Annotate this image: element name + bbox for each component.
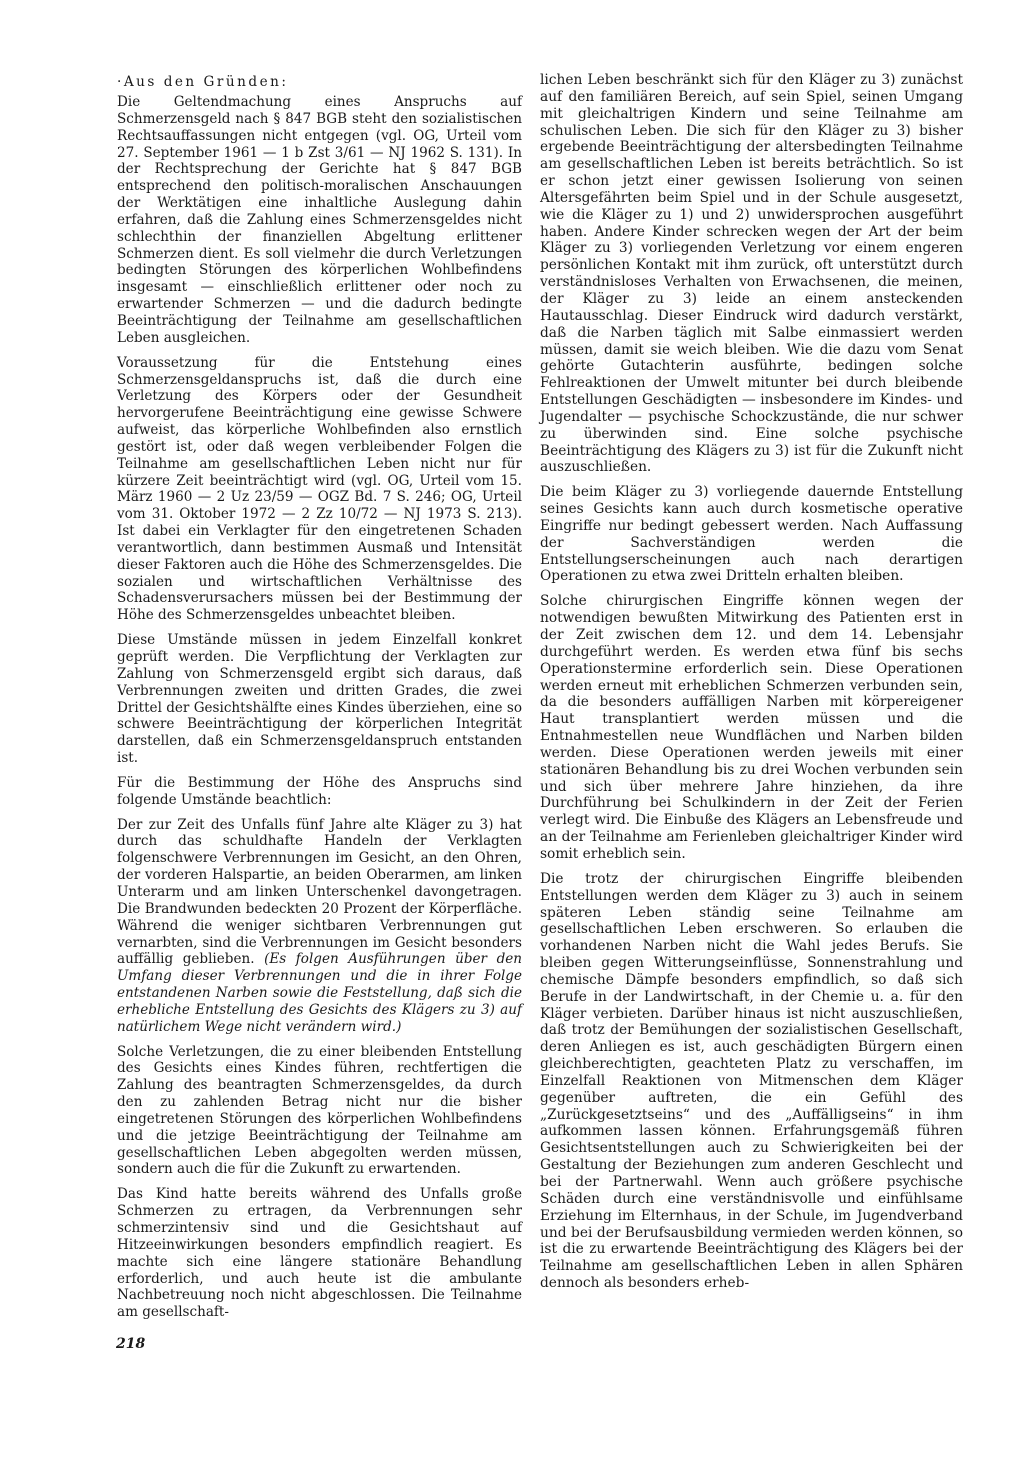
section-heading: ·Aus den Gründen: xyxy=(117,74,289,90)
paragraph: Für die Bestimmung der Höhe des Anspruchs sind folgende Umstände beachtlich: xyxy=(117,774,522,808)
paragraph: Die Geltendmachung eines Anspruchs auf Schmerzensgeld nach § 847 BGB steht den sozialistischen Rechtsauffassungen nicht entgegen (vgl. OG, Urteil vom 27. September 1961 — 1 b Zst 3/61 — NJ 1962 S. 131). In der Rechtsprechung der Gerichte hat § 847 BGB entsprechend den politisch-moralischen Anschauungen der Werktätigen eine inhaltliche Auslegung dahin erfahren, daß die Zahlung eines Schmerzensgeldes nicht schlechthin der finanziellen Abgeltung erlittener Schmerzen dient. Es soll vielmehr die durch Verletzungen bedingten Störungen des körperlichen Wohlbefindens insgesamt — einschließlich erlittener oder noch zu erwartender Schmerzen — und die dadurch bedingte Beeinträchtigung der Teilnahme am gesellschaftlichen Leben ausgleichen. xyxy=(117,94,522,346)
page-number: 218 xyxy=(116,1336,146,1352)
left-column xyxy=(117,72,522,1329)
paragraph: Die beim Kläger zu 3) vorliegende dauernde Entstellung seines Gesichts kann auch durch kosmetische operative Eingriffe nur bedingt gebessert werden. Nach Auffassung der Sachverständigen werden die Entstellungserscheinungen auch nach derartigen Operationen zu etwa zwei Dritteln erhalten bleiben. xyxy=(540,484,963,585)
right-column xyxy=(540,72,963,1300)
paragraph xyxy=(117,817,522,1036)
italic-note: (Es folgen Ausführungen über den Umfang dieser Verbrennungen und die in ihrer Folge entstandenen Narben sowie die Feststellung, daß sich die erhebliche Entstellung des Gesichts des Klägers zu 3) auf natürlichem Wege nicht verändern wird.) xyxy=(117,951,522,1035)
paragraph: Solche chirurgischen Eingriffe können wegen der notwendigen bewußten Mitwirkung des Patienten erst in der Zeit zwischen dem 12. und dem 14. Lebensjahr durchgeführt werden. Es werden etwa fünf bis sechs Operationstermine erforderlich sein. Diese Operationen werden erneut mit erheblichen Schmerzen verbunden sein, da die besonders auffälligen Narben mit körpereigener Haut transplantiert werden müssen und die Entnahmestellen neue Wundflächen und Narben bilden werden. Diese Operationen werden jeweils mit einer stationären Behandlung bis zu drei Wochen verbunden sein und sich über mehrere Jahre hinziehen, da ihre Durchführung bei Schulkindern in der Zeit der Ferien verlegt wird. Die Einbuße des Klägers an Lebensfreude und an der Teilnahme am Ferienleben gleichaltriger Kinder wird somit erheblich sein. xyxy=(540,593,963,862)
paragraph: Voraussetzung für die Entstehung eines Schmerzensgeldanspruchs ist, daß die durch eine Verletzung des Körpers oder der Gesundheit hervorgerufene Beeinträchtigung eine gewisse Schwere aufweist, das körperliche Wohlbefinden also ernstlich gestört ist, oder daß wegen verbleibender Folgen die Teilnahme am gesellschaftlichen Leben nicht nur für kürzere Zeit beeinträchtigt wird (vgl. OG, Urteil vom 15. März 1960 — 2 Uz 23/59 — OGZ Bd. 7 S. 246; OG, Urteil vom 31. Oktober 1972 — 2 Zz 10/72 — NJ 1973 S. 213). Ist dabei ein Verklagter für den eingetretenen Schaden verantwortlich, dann bestimmen Ausmaß und Intensität dieser Faktoren auch die Höhe des Schmerzensgeldes. Die sozialen und wirtschaftlichen Verhältnisse des Schadensverursachers müssen bei der Bestimmung der Höhe des Schmerzensgeldes unbeachtet bleiben. xyxy=(117,354,522,624)
paragraph: lichen Leben beschränkt sich für den Kläger zu 3) zunächst auf den familiären Bereich, auf sein Spiel, seinen Umgang mit gleichaltrigen Kindern und seine Teilnahme am schulischen Leben. Die sich für den Kläger zu 3) bisher ergebende Beeinträchtigung der altersbedingten Teilnahme am gesellschaftlichen Leben ist bereits beträchtlich. So ist er schon jetzt einer gewissen Isolierung von seinen Altersgefährten beim Spiel und in der Schule ausgesetzt, wie die Kläger zu 1) und 2) unwidersprochen ausgeführt haben. Andere Kinder schrecken wegen der Art der beim Kläger zu 3) vorliegenden Verletzung vor einem engeren persönlichen Kontakt mit ihm zurück, oft unterstützt durch verständnisloses Verhalten von Erwachsenen, die meinen, der Kläger zu 3) leide an einem ansteckenden Hautausschlag. Dieser Eindruck wird dadurch verstärkt, daß die Narben täglich mit Salbe einmassiert werden müssen, damit sie weich bleiben. Wie die dazu vom Senat gehörte Gutachterin ausführte, bedingen solche Fehlreaktionen der Umwelt mitunter bei durch bleibende Entstellungen Geschädigten — insbesondere im Kindes- und Jugendalter — psychische Schockzustände, die nur schwer zu überwinden sind. Eine solche psychische Beeinträchtigung des Klägers zu 3) ist für die Zukunft nicht auszuschließen. xyxy=(540,72,963,476)
paragraph: Das Kind hatte bereits während des Unfalls große Schmerzen zu ertragen, da Verbrennungen sehr schmerzintensiv sind und die Gesichtshaut auf Hitzeeinwirkungen besonders empfindlich reagiert. Es machte sich eine längere stationäre Behandlung erforderlich, und auch heute ist die ambulante Nachbetreuung noch nicht abgeschlossen. Die Teilnahme am gesellschaft- xyxy=(117,1186,522,1321)
paragraph: Die trotz der chirurgischen Eingriffe bleibenden Entstellungen werden dem Kläger zu 3) auch in seinem späteren Leben ständig seine Teilnahme am gesellschaftlichen Leben erschweren. So erlauben die vorhandenen Narben nicht die Wahl jedes Berufs. Sie bleiben gegen Witterungseinflüsse, Sonnenstrahlung und chemische Dämpfe besonders empfindlich, so daß sich Berufe in der Landwirtschaft, in der Chemie u. a. für den Kläger verbieten. Darüber hinaus ist nicht auszuschließen, daß trotz der Bemühungen der sozialistischen Gesellschaft, deren Anliegen es ist, auch geschädigten Bürgern einen gleichberechtigten, geachteten Platz zu verschaffen, im Einzelfall Reaktionen von Mitmenschen dem Kläger gegenüber auftreten, die ein Gefühl des „Zurückgesetztseins“ und des „Auffälligseins“ in ihm aufkommen lassen können. Erfahrungsgemäß führen Gesichtsentstellungen auch zu Schwierigkeiten bei der Gestaltung der Beziehungen zum anderen Geschlecht und bei der Partnerwahl. Wenn auch größere psychische Schäden durch eine verständnisvolle und einfühlsame Erziehung im Elternhaus, in der Schule, im Jugendverband und bei der Berufsausbildung vermieden werden können, so ist die zu erwartende Beeinträchtigung des Klägers bei der Teilnahme am gesellschaftlichen Leben in allen Sphären dennoch als besonders erheb- xyxy=(540,870,963,1292)
paragraph-text: Der zur Zeit des Unfalls fünf Jahre alte Kläger zu 3) hat durch das schuldhafte Handeln der Verklagten folgenschwere Verbrennungen im Gesicht, an den Ohren, der vorderen Halspartie, an beiden Oberarmen, am linken Unterarm und am linken Unterschenkel davongetragen. Die Brandwunden bedeckten 20 Prozent der Körperfläche. Während die weniger sichtbaren Verbrennungen gut vernarbten, sind die Verbrennungen im Gesicht besonders auffällig geblieben. xyxy=(117,816,522,968)
paragraph: Diese Umstände müssen in jedem Einzelfall konkret geprüft werden. Die Verpflichtung der Verklagten zur Zahlung von Schmerzensgeld ergibt sich daraus, daß Verbrennungen zweiten und dritten Grades, die zwei Drittel der Gesichtshälfte eines Kindes überziehen, eine so schwere Beeinträchtigung der körperlichen Integrität darstellen, daß ein Schmerzensgeldanspruch entstanden ist. xyxy=(117,632,522,767)
paragraph: Solche Verletzungen, die zu einer bleibenden Entstellung des Gesichts eines Kindes führen, rechtfertigen die Zahlung des beantragten Schmerzensgeldes, da durch den zu zahlenden Betrag nicht nur die bisher eingetretenen Störungen des körperlichen Wohlbefindens und die jetzige Beeinträchtigung der Teilnahme am gesellschaftlichen Leben abgegolten werden müssen, sondern auch die für die Zukunft zu erwartenden. xyxy=(117,1043,522,1178)
